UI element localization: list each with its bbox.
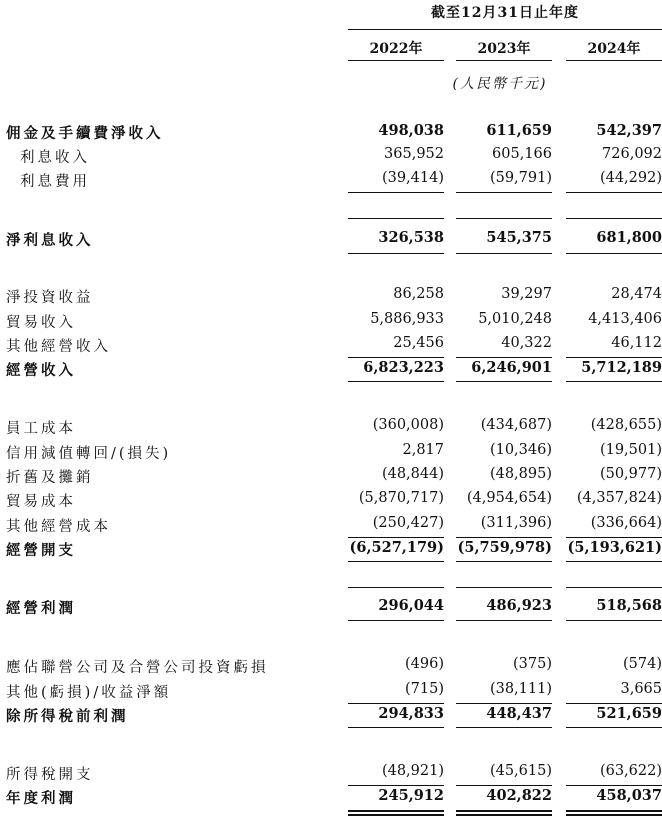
value-cell-2022: 326,538 — [378, 229, 444, 246]
value-cell-2023: (375) — [513, 656, 552, 672]
row-label: 經營開支 — [6, 542, 76, 559]
value-cell-2023: 486,923 — [486, 597, 552, 614]
row-label: 員工成本 — [6, 421, 76, 437]
value-cell-2022: (48,921) — [381, 763, 444, 779]
subtotal-rule — [566, 727, 662, 728]
year-2023-rule — [456, 60, 552, 61]
subtotal-rule — [456, 253, 552, 254]
value-cell-2023: (38,111) — [489, 681, 552, 697]
value-cell-2022: (48,844) — [381, 466, 444, 482]
value-cell-2024: 518,568 — [596, 597, 662, 614]
value-cell-2022: 86,258 — [393, 286, 444, 302]
value-cell-2023: (4,954,654) — [466, 490, 552, 506]
value-cell-2024: 726,092 — [602, 146, 662, 162]
subtotal-rule — [566, 537, 662, 538]
subtotal-rule — [348, 218, 444, 219]
value-cell-2024: (428,655) — [590, 417, 662, 433]
value-cell-2024: 4,413,406 — [588, 311, 662, 327]
value-cell-2022: 25,456 — [393, 335, 444, 351]
value-cell-2023: 545,375 — [486, 229, 552, 246]
value-cell-2022: 2,817 — [402, 442, 444, 458]
subtotal-rule — [456, 192, 552, 193]
subtotal-rule — [566, 253, 662, 254]
row-label: 信用減值轉回/(損失) — [6, 446, 172, 462]
value-cell-2023: 448,437 — [486, 705, 552, 722]
row-label: 佣金及手續費淨收入 — [6, 125, 164, 142]
subtotal-rule — [566, 192, 662, 193]
subtotal-rule — [456, 561, 552, 562]
row-label: 貿易收入 — [6, 315, 76, 331]
value-cell-2022: (715) — [405, 681, 444, 697]
value-cell-2023: (434,687) — [480, 417, 552, 433]
value-cell-2024: (63,622) — [599, 763, 662, 779]
row-label: 年度利潤 — [6, 790, 76, 807]
subtotal-rule — [456, 587, 552, 588]
header-rule — [348, 29, 662, 30]
subtotal-rule — [456, 785, 552, 786]
subtotal-rule — [348, 620, 444, 621]
value-cell-2022: 245,912 — [378, 787, 444, 804]
value-cell-2022: (496) — [405, 656, 444, 672]
subtotal-rule — [566, 703, 662, 704]
value-cell-2022: (360,008) — [372, 417, 444, 433]
year-2024-rule — [566, 60, 662, 61]
row-label: 經營利潤 — [6, 600, 76, 617]
value-cell-2023: 611,659 — [486, 122, 552, 139]
subtotal-rule — [566, 381, 662, 382]
subtotal-rule — [348, 192, 444, 193]
subtotal-rule — [566, 587, 662, 588]
value-cell-2022: 296,044 — [378, 597, 444, 614]
value-cell-2024: (574) — [623, 656, 662, 672]
row-label: 其他(虧損)/收益淨額 — [6, 685, 172, 701]
row-label: 淨投資收益 — [6, 290, 94, 306]
subtotal-rule — [348, 785, 444, 786]
subtotal-rule — [348, 703, 444, 704]
subtotal-rule — [456, 381, 552, 382]
subtotal-rule — [456, 218, 552, 219]
year-2024-header: 2024年 — [587, 41, 641, 57]
year-2022-rule — [348, 60, 444, 61]
total-double-rule — [566, 810, 662, 816]
total-double-rule — [348, 810, 444, 816]
value-cell-2022: 498,038 — [378, 122, 444, 139]
subtotal-rule — [456, 620, 552, 621]
value-cell-2022: 294,833 — [378, 705, 444, 722]
row-label: 其他經營收入 — [6, 339, 111, 355]
value-cell-2024: 681,800 — [596, 229, 662, 246]
value-cell-2022: (250,427) — [372, 515, 444, 531]
subtotal-rule — [348, 357, 444, 358]
subtotal-rule — [566, 785, 662, 786]
value-cell-2022: 365,952 — [384, 146, 444, 162]
value-cell-2024: (50,977) — [599, 466, 662, 482]
value-cell-2023: 6,246,901 — [471, 359, 552, 376]
subtotal-rule — [348, 253, 444, 254]
row-label: 利息收入 — [20, 150, 90, 166]
value-cell-2022: 5,886,933 — [370, 311, 444, 327]
value-cell-2024: (336,664) — [590, 515, 662, 531]
value-cell-2023: 40,322 — [501, 335, 552, 351]
subtotal-rule — [566, 357, 662, 358]
value-cell-2023: 39,297 — [501, 286, 552, 302]
value-cell-2023: 5,010,248 — [478, 311, 552, 327]
currency-unit: (人民幣千元) — [452, 76, 548, 92]
value-cell-2022: (39,414) — [381, 170, 444, 186]
row-label: 除所得稅前利潤 — [6, 708, 129, 725]
value-cell-2024: 3,665 — [620, 681, 662, 697]
subtotal-rule — [348, 381, 444, 382]
value-cell-2022: (5,870,717) — [358, 490, 444, 506]
subtotal-rule — [456, 703, 552, 704]
value-cell-2024: (5,193,621) — [567, 539, 662, 556]
period-title: 截至12月31日止年度 — [431, 5, 579, 21]
subtotal-rule — [348, 727, 444, 728]
subtotal-rule — [348, 587, 444, 588]
value-cell-2023: 402,822 — [486, 787, 552, 804]
subtotal-rule — [456, 537, 552, 538]
value-cell-2023: 605,166 — [492, 146, 552, 162]
subtotal-rule — [456, 727, 552, 728]
row-label: 折舊及攤銷 — [6, 470, 94, 486]
subtotal-rule — [348, 561, 444, 562]
value-cell-2023: (59,791) — [489, 170, 552, 186]
row-label: 經營收入 — [6, 362, 76, 379]
total-double-rule — [456, 810, 552, 816]
value-cell-2024: 46,112 — [611, 335, 662, 351]
value-cell-2023: (311,396) — [480, 515, 552, 531]
subtotal-rule — [348, 537, 444, 538]
row-label: 貿易成本 — [6, 494, 76, 510]
subtotal-rule — [566, 218, 662, 219]
row-label: 淨利息收入 — [6, 232, 94, 249]
value-cell-2022: 6,823,223 — [363, 359, 444, 376]
value-cell-2024: 521,659 — [596, 705, 662, 722]
value-cell-2023: (10,346) — [489, 442, 552, 458]
subtotal-rule — [566, 561, 662, 562]
value-cell-2024: (44,292) — [599, 170, 662, 186]
value-cell-2023: (5,759,978) — [457, 539, 552, 556]
value-cell-2023: (48,895) — [489, 466, 552, 482]
subtotal-rule — [566, 620, 662, 621]
year-2023-header: 2023年 — [477, 41, 531, 57]
value-cell-2024: 28,474 — [611, 286, 662, 302]
value-cell-2024: 458,037 — [596, 787, 662, 804]
value-cell-2023: (45,615) — [489, 763, 552, 779]
row-label: 利息費用 — [20, 174, 90, 190]
value-cell-2024: 5,712,189 — [581, 359, 662, 376]
value-cell-2024: 542,397 — [596, 122, 662, 139]
row-label: 應佔聯營公司及合營公司投資虧損 — [6, 660, 269, 676]
value-cell-2024: (4,357,824) — [576, 490, 662, 506]
subtotal-rule — [456, 357, 552, 358]
value-cell-2022: (6,527,179) — [349, 539, 444, 556]
row-label: 其他經營成本 — [6, 519, 111, 535]
row-label: 所得稅開支 — [6, 767, 94, 783]
value-cell-2024: (19,501) — [599, 442, 662, 458]
year-2022-header: 2022年 — [369, 41, 423, 57]
